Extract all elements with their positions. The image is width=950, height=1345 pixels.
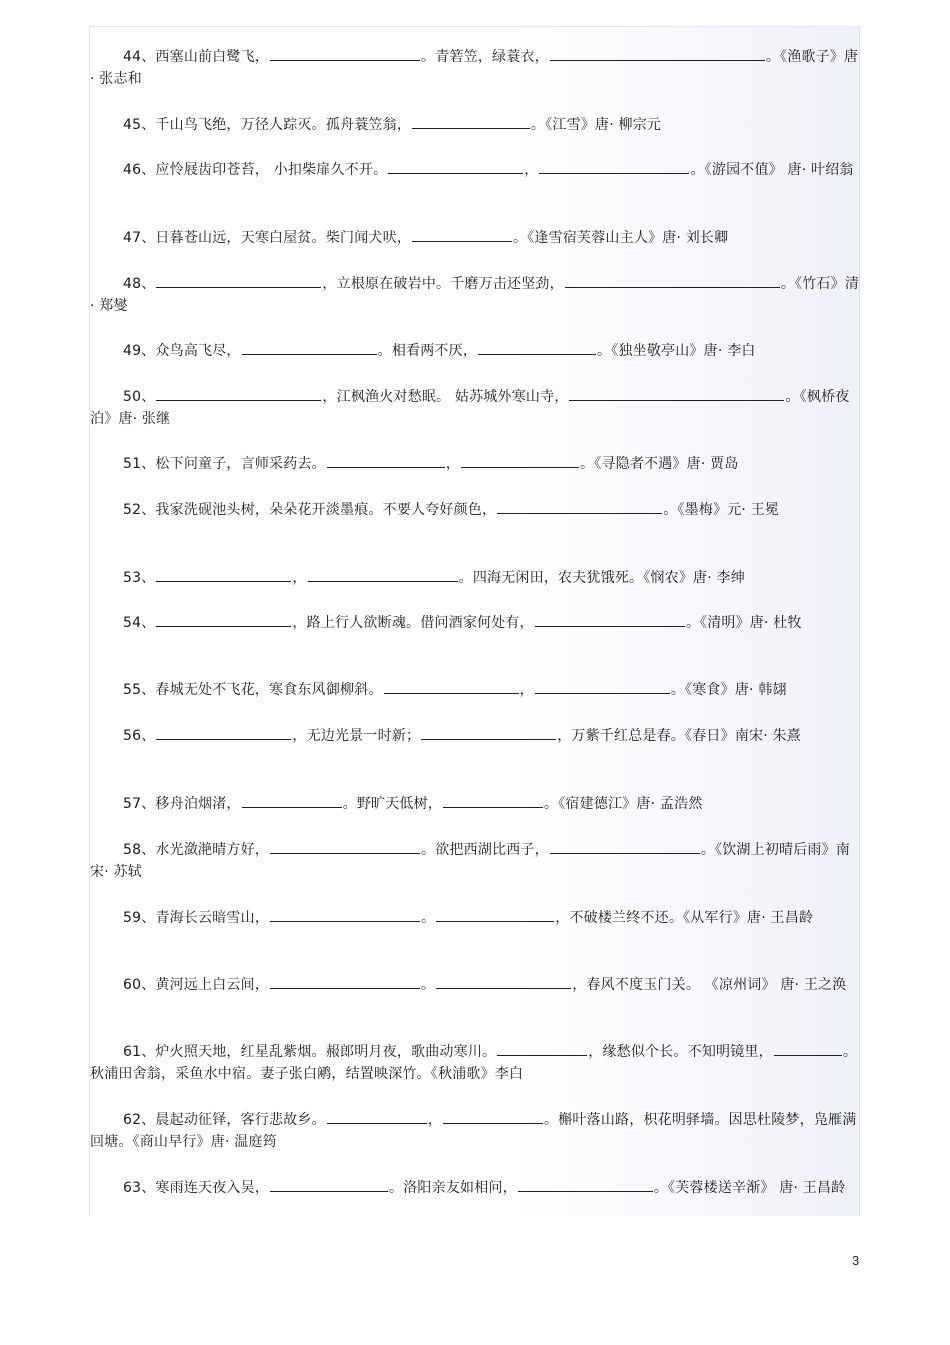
answer-blank[interactable]: [156, 612, 291, 627]
answer-blank[interactable]: [565, 273, 780, 288]
answer-blank[interactable]: [270, 839, 420, 854]
question-63: 63、寒雨连天夜入吴， 。洛阳亲友如相问， 。《芙蓉楼送辛渐》 唐· 王昌龄: [90, 1177, 861, 1199]
question-45: 45、千山鸟飞绝，万径人踪灭。孤舟蓑笠翁， 。《江雪》唐· 柳宗元: [90, 114, 861, 136]
answer-blank[interactable]: [388, 159, 523, 174]
answer-blank[interactable]: [518, 1177, 653, 1192]
answer-blank[interactable]: [539, 159, 689, 174]
answer-blank[interactable]: [384, 679, 519, 694]
answer-blank[interactable]: [535, 679, 670, 694]
answer-blank[interactable]: [550, 46, 765, 61]
answer-blank[interactable]: [497, 1041, 587, 1056]
answer-blank[interactable]: [242, 340, 377, 355]
answer-blank[interactable]: [156, 386, 321, 401]
question-55: 55、春城无处不飞花，寒食东风御柳斜。 ， 。《寒食》唐· 韩翃: [90, 679, 861, 701]
question-56: 56、 ，无边光景一时新； ，万紫千红总是春。《春日》南宋· 朱熹: [90, 725, 861, 747]
question-51: 51、松下问童子，言师采药去。 ， 。《寻隐者不遇》唐· 贾岛: [90, 453, 861, 475]
question-60: 60、黄河远上白云间， 。 ，春风不度玉门关。 《凉州词》 唐· 王之涣: [90, 974, 861, 996]
answer-blank[interactable]: [327, 453, 445, 468]
answer-blank[interactable]: [270, 46, 420, 61]
answer-blank[interactable]: [270, 907, 420, 922]
question-61: 61、炉火照天地，红星乱紫烟。赧郎明月夜，歌曲动寒川。 ，缘愁似个长。不知明镜里， 。秋浦田舍翁，采鱼水中宿。妻子张白鹇，结置映深竹。《秋浦歌》李白: [90, 1041, 861, 1085]
answer-blank[interactable]: [436, 974, 571, 989]
answer-blank[interactable]: [443, 1109, 543, 1124]
answer-blank[interactable]: [461, 453, 579, 468]
question-48: 48、 ，立根原在破岩中。千磨万击还坚劲， 。《竹石》清· 郑燮: [90, 273, 861, 317]
question-46: 46、应怜屐齿印苍苔， 小扣柴扉久不开。 ， 。《游园不值》 唐· 叶绍翁: [90, 159, 861, 181]
answer-blank[interactable]: [421, 725, 556, 740]
answer-blank[interactable]: [478, 340, 596, 355]
question-52: 52、我家洗砚池头树，朵朵花开淡墨痕。不要人夸好颜色， 。《墨梅》元· 王冕: [90, 499, 861, 521]
answer-blank[interactable]: [308, 567, 458, 582]
answer-blank[interactable]: [270, 1177, 388, 1192]
answer-blank[interactable]: [436, 907, 554, 922]
answer-blank[interactable]: [156, 725, 291, 740]
question-62: 62、晨起动征铎，客行悲故乡。 ， 。槲叶落山路，枳花明驿墙。因思杜陵梦，凫雁满回塘。《商山早行》唐· 温庭筠: [90, 1109, 861, 1153]
answer-blank[interactable]: [774, 1041, 842, 1056]
question-58: 58、水光潋滟晴方好， 。欲把西湖比西子， 。《饮湖上初晴后雨》南宋· 苏轼: [90, 839, 861, 883]
page-number: 3: [852, 1253, 860, 1268]
question-50: 50、 ，江枫渔火对愁眠。 姑苏城外寒山寺， 。《枫桥夜泊》唐· 张继: [90, 386, 861, 430]
question-54: 54、 ，路上行人欲断魂。借问酒家何处有， 。《清明》唐· 杜牧: [90, 612, 861, 634]
answer-blank[interactable]: [535, 612, 685, 627]
answer-blank[interactable]: [443, 793, 543, 808]
answer-blank[interactable]: [156, 273, 321, 288]
answer-blank[interactable]: [327, 1109, 427, 1124]
answer-blank[interactable]: [550, 839, 700, 854]
answer-blank[interactable]: [412, 227, 512, 242]
answer-blank[interactable]: [497, 499, 662, 514]
answer-blank[interactable]: [569, 386, 784, 401]
question-47: 47、日暮苍山远，天寒白屋贫。柴门闻犬吠， 。《逢雪宿芙蓉山主人》唐· 刘长卿: [90, 227, 861, 249]
answer-blank[interactable]: [270, 974, 420, 989]
question-57: 57、移舟泊烟渚， 。野旷天低树， 。《宿建德江》唐· 孟浩然: [90, 793, 861, 815]
answer-blank[interactable]: [412, 114, 530, 129]
document-content: [89, 26, 860, 1216]
question-53: 53、 ， 。四海无闲田，农夫犹饿死。《悯农》唐· 李绅: [90, 567, 861, 589]
answer-blank[interactable]: [242, 793, 342, 808]
question-44: 44、西塞山前白鹭飞， 。青箬笠，绿蓑衣， 。《渔歌子》唐· 张志和: [90, 46, 861, 90]
question-49: 49、众鸟高飞尽， 。相看两不厌， 。《独坐敬亭山》唐· 李白: [90, 340, 861, 362]
answer-blank[interactable]: [156, 567, 291, 582]
question-59: 59、青海长云暗雪山， 。 ，不破楼兰终不还。《从军行》唐· 王昌龄: [90, 907, 861, 929]
